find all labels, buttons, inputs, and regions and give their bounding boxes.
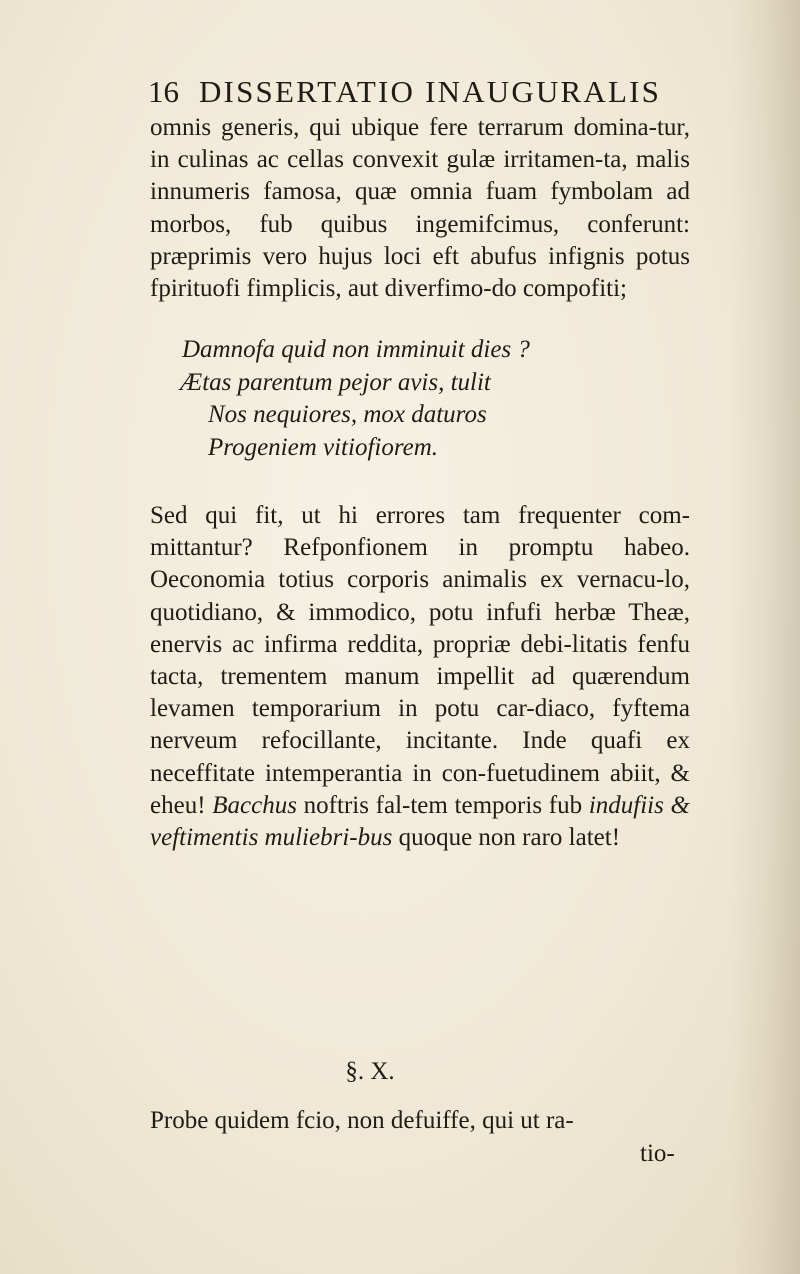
section-heading: §. X. xyxy=(345,1058,395,1085)
quoted-verse xyxy=(150,334,690,464)
verse-line-2: Ætas parentum pejor avis, tulit xyxy=(180,368,491,396)
paragraph-2-italic-garments: indufiis & veftimentis muliebri-bus xyxy=(150,791,690,852)
catchword: tio- xyxy=(640,1140,675,1167)
page-number: 16 xyxy=(148,74,179,109)
paragraph-2-italic-bacchus: Bacchus xyxy=(212,791,297,819)
verse-line-1: Damnofa quid non imminuit dies ? xyxy=(182,336,530,363)
running-header xyxy=(148,74,708,110)
running-title: DISSERTATIO INAUGURALIS xyxy=(198,74,662,109)
paragraph-2-text xyxy=(150,500,690,854)
verse-line-3: Nos nequiores, mox daturos xyxy=(208,401,487,428)
paragraph-2 xyxy=(150,500,690,854)
paragraph-3 xyxy=(150,1105,690,1137)
verse-line-4: Progeniem vitiofiorem. xyxy=(208,433,439,461)
paragraph-3-text: Probe quidem fcio, non defuiffe, qui ut ra- xyxy=(150,1107,574,1134)
paragraph-2-mid: noftris fal-tem temporis fub xyxy=(296,791,589,819)
paragraph-2-end: quoque non raro latet! xyxy=(392,824,621,852)
paragraph-1 xyxy=(150,112,690,305)
paragraph-2-main: Sed qui fit, ut hi errores tam frequenter com-mittantur? Refponfionem in promptu habeo. Oeconomia totius corporis animalis ex vernacu-lo, quotidiano, & immodico, potu infufi herbæ Theæ, enervis ac infirma reddita, propriæ debi-litatis fenfu tacta, trementem manum impellit ad quærendum levamen temporarium in potu car-diaco, fyftema nerveum refocillante, incitante. Inde quafi ex neceffitate intemperantia in con-fuetudinem abiit, & eheu! xyxy=(150,502,690,819)
paragraph-1-text: omnis generis, qui ubique fere terrarum domina-tur, in culinas ac cellas convexit gulæ irritamen-ta, malis innumeris famosa, quæ omnia fuam fymbolam ad morbos, fub quibus ingemifcimus, conferunt: præprimis vero hujus loci eft abufus infignis potus fpirituofi fimplicis, aut diverfimo-do compofiti; xyxy=(150,114,690,303)
